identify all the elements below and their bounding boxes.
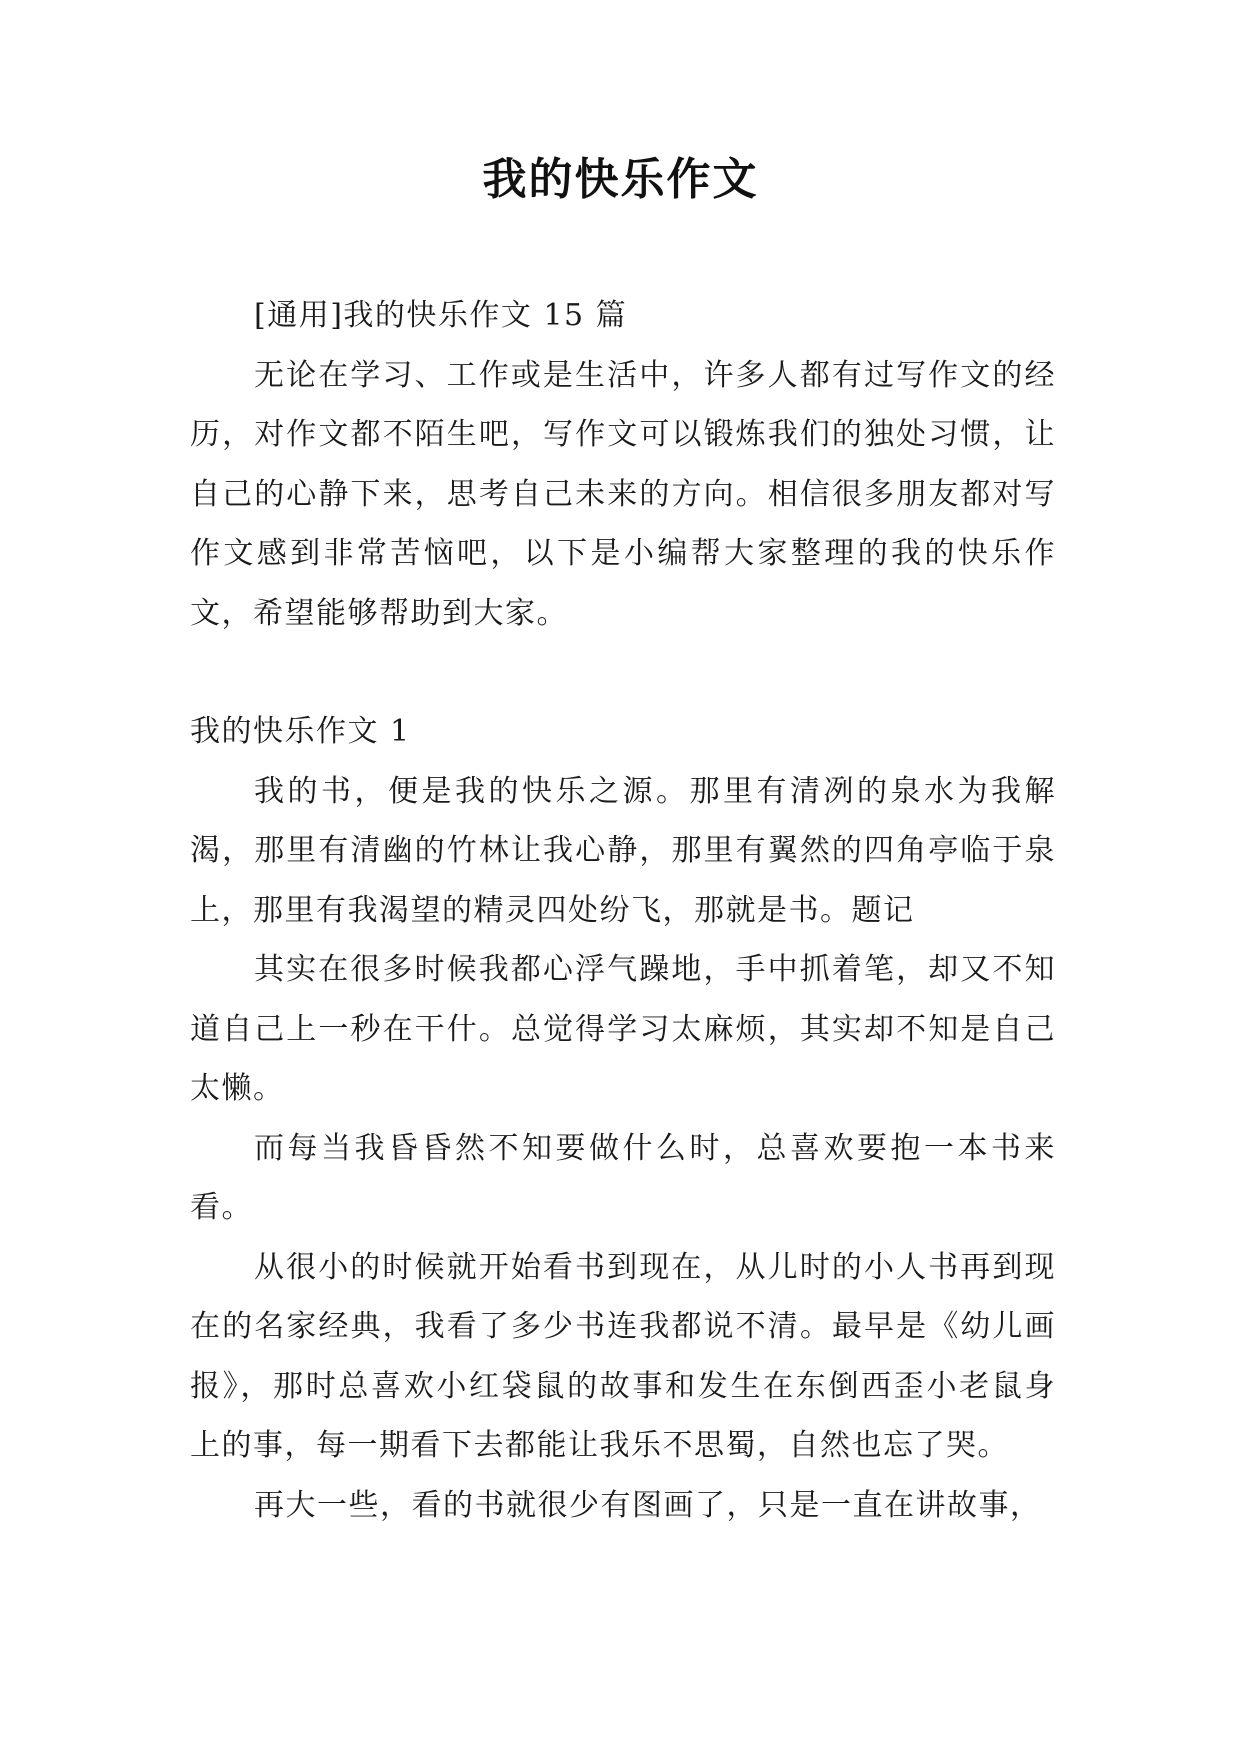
document-body — [190, 286, 1056, 1535]
body-paragraph: 其实在很多时候我都心浮气躁地，手中抓着笔，却又不知道自己上一秒在干什。总觉得学习太麻烦，其实却不知是自己太懒。 — [190, 952, 1056, 1106]
body-paragraph: 从很小的时候就开始看书到现在，从儿时的小人书再到现在的名家经典，我看了多少书连我都说不清。最早是《幼儿画报》，那时总喜欢小红袋鼠的故事和发生在东倒西歪小老鼠身上的事，每一期看下去都能让我乐不思蜀，自然也忘了哭。 — [190, 1249, 1056, 1463]
intro-paragraph: 无论在学习、工作或是生活中，许多人都有过写作文的经历，对作文都不陌生吧，写作文可以锻炼我们的独处习惯，让自己的心静下来，思考自己未来的方向。相信很多朋友都对写作文感到非常苦恼吧，以下是小编帮大家整理的我的快乐作文，希望能够帮助到大家。 — [190, 357, 1056, 631]
section-heading: 我的快乐作文 1 — [190, 714, 411, 749]
body-paragraph: 我的书，便是我的快乐之源。那里有清冽的泉水为我解渴，那里有清幽的竹林让我心静，那里有翼然的四角亭临于泉上，那里有我渴望的精灵四处纷飞，那就是书。题记 — [190, 773, 1056, 928]
body-paragraph: 再大一些，看的书就很少有图画了，只是一直在讲故事， — [254, 1487, 1042, 1523]
intro-line: [通用]我的快乐作文 15 篇 — [254, 298, 628, 333]
body-paragraph: 而每当我昏昏然不知要做什么时，总喜欢要抱一本书来看。 — [190, 1130, 1056, 1225]
document-title: 我的快乐作文 — [482, 154, 759, 205]
